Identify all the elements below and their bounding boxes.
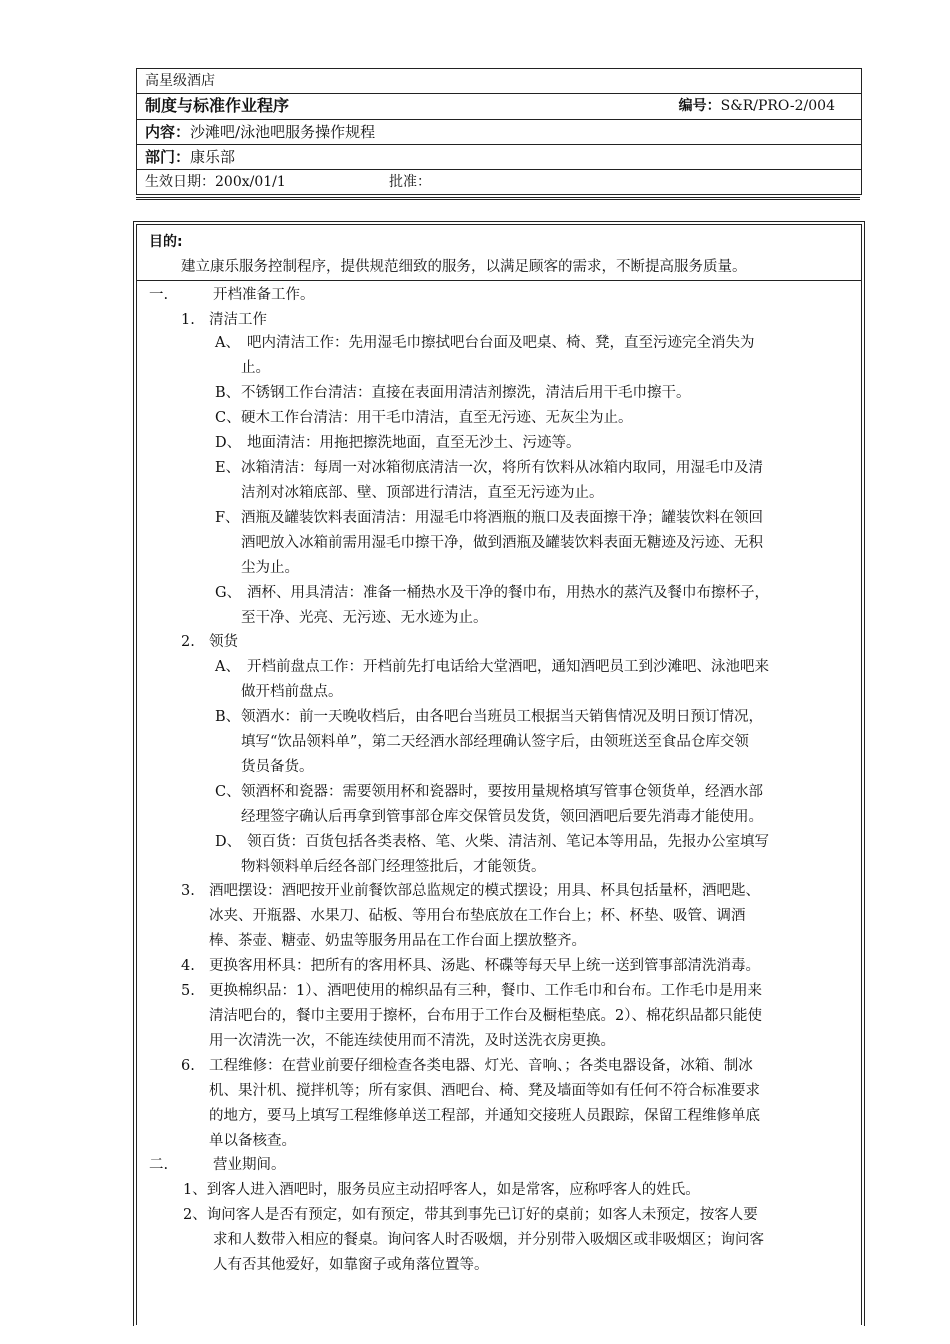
s3-l2: 冰夹、开瓶器、水果刀、砧板、等用台布垫底放在工作台上；杯、杯垫、吸管、调酒 <box>209 908 746 924</box>
section1-title: 开档准备工作。 <box>213 287 315 303</box>
s3-num: 3. <box>181 883 195 899</box>
s2-item-d-l2: 物料领料单后经各部门经理签批后，才能领货。 <box>241 859 546 875</box>
s2-item-d-key: D、 <box>215 834 242 850</box>
s1-item-e-l2: 洁剂对冰箱底部、壁、顶部进行清洁，直至无污迹为止。 <box>241 485 604 501</box>
s1-item-e: 冰箱清洁：每周一对冰箱彻底清洁一次，将所有饮料从冰箱内取同，用湿毛巾及清 <box>241 460 763 476</box>
s2-item-b-l3: 货员备货。 <box>241 759 314 775</box>
section2-num: 二. <box>149 1157 169 1173</box>
s2-item-a: 开档前盘点工作：开档前先打电话给大堂酒吧，通知酒吧员工到沙滩吧、泳池吧来 <box>247 659 769 675</box>
content-value: 沙滩吧/泳池吧服务操作规程 <box>190 123 376 141</box>
s2-item-c-key: C、 <box>215 784 241 800</box>
s1-item-c: 硬木工作台清洁：用干毛巾清洁，直至无污迹、无灰尘为止。 <box>241 410 633 426</box>
s1-item-e-key: E、 <box>215 460 241 476</box>
doc-type-title: 制度与标准作业程序 <box>145 96 290 115</box>
s6-num: 6. <box>181 1058 195 1074</box>
s2-item-b: 领酒水：前一天晚收档后，由各吧台当班员工根据当天销售情况及明日预订情况， <box>241 709 763 725</box>
section2-title: 营业期间。 <box>213 1157 286 1173</box>
s2-item-b-l2: 填写“饮品领料单”，第二天经酒水部经理确认签字后，由领班送至食品仓库交领 <box>241 734 749 750</box>
s5-num: 5. <box>181 983 195 999</box>
approval: 批准： <box>389 174 431 190</box>
s4-l1: 更换客用杯具：把所有的客用杯具、汤匙、杯碟等每天早上统一送到管事部清洗消毒。 <box>209 958 760 974</box>
s1-item-f-l2: 酒吧放入冰箱前需用湿毛巾擦干净，做到酒瓶及罐装饮料表面无糖迹及污迹、无积 <box>241 535 763 551</box>
s6-l4: 单以备核查。 <box>209 1133 296 1149</box>
s6-l1: 工程维修：在营业前要仔细检查各类电器、灯光、音响、；各类电器设备，冰箱、制冰 <box>209 1058 753 1074</box>
doc-type-row <box>137 94 861 120</box>
s3-l3: 棒、茶壶、糖壶、奶盅等服务用品在工作台面上摆放整齐。 <box>209 933 586 949</box>
main-content <box>136 224 862 1325</box>
effective-row <box>137 170 861 194</box>
s1-item-g-l2: 至干净、光亮、无污迹、无水迹为止。 <box>241 610 488 626</box>
s1-item-b: 不锈钢工作台清洁：直接在表面用清洁剂擦洗，清洁后用干毛巾擦干。 <box>241 385 691 401</box>
s1-num: 1. <box>181 312 195 328</box>
s5-l2: 清洁吧台的，餐巾主要用于擦杯，台布用于工作台及橱柜垫底。2）、棉花织品都只能使 <box>209 1008 762 1024</box>
hotel-row <box>137 69 861 94</box>
dept-row <box>137 145 861 170</box>
s1-item-d-key: D、 <box>215 435 242 451</box>
section1-num: 一. <box>149 287 169 303</box>
s1-item-f-key: F、 <box>215 510 240 526</box>
section2-p2-l3: 人有否其他爱好，如靠窗子或角落位置等。 <box>213 1257 489 1273</box>
s1-item-a: 吧内清洁工作：先用湿毛巾擦拭吧台台面及吧桌、椅、凳，直至污迹完全消失为 <box>247 335 755 351</box>
section2-p2-l2: 求和人数带入相应的餐桌。询问客人时否吸烟，并分别带入吸烟区或非吸烟区；询问客 <box>213 1232 764 1248</box>
s1-item-g-key: G、 <box>215 585 242 601</box>
dept-value: 康乐部 <box>190 148 236 166</box>
section2-p1: 1、到客人进入酒吧时，服务员应主动招呼客人，如是常客，应称呼客人的姓氏。 <box>183 1182 700 1198</box>
s6-l3: 的地方，要马上填写工程维修单送工程部，并通知交接班人员跟踪，保留工程维修单底 <box>209 1108 760 1124</box>
doc-code <box>679 94 835 118</box>
s4-num: 4. <box>181 958 195 974</box>
hotel-name: 高星级酒店 <box>145 73 215 89</box>
s1-item-c-key: C、 <box>215 410 241 426</box>
code-value: S&R/PRO-2/004 <box>720 98 835 114</box>
s1-item-a-l2: 止。 <box>241 360 270 376</box>
s5-l3: 用一次清洗一次，不能连续使用而不清洗，及时送洗衣房更换。 <box>209 1033 615 1049</box>
purpose-title: 目的: <box>149 234 183 250</box>
s3-l1: 酒吧摆设：酒吧按开业前餐饮部总监规定的模式摆设；用具、杯具包括量杯，酒吧匙、 <box>209 883 760 899</box>
s1-item-d: 地面清洁：用拖把擦洗地面，直至无沙土、污迹等。 <box>247 435 581 451</box>
purpose-divider <box>137 280 861 281</box>
s1-item-b-key: B、 <box>215 385 241 401</box>
content-label: 内容： <box>145 123 191 141</box>
s1-title: 清洁工作 <box>209 312 267 328</box>
header-divider <box>136 197 860 200</box>
dept-label: 部门： <box>145 148 191 166</box>
s6-l2: 机、果汁机、搅拌机等；所有家俱、酒吧台、椅、凳及墙面等如有任何不符合标准要求 <box>209 1083 760 1099</box>
s2-item-a-key: A、 <box>215 659 240 675</box>
s2-item-c: 领酒杯和瓷器：需要领用杯和瓷器时，要按用量规格填写管事仓领货单，经酒水部 <box>241 784 763 800</box>
s1-item-f-l3: 尘为止。 <box>241 560 299 576</box>
s2-item-a-l2: 做开档前盘点。 <box>241 684 343 700</box>
s2-num: 2. <box>181 634 195 650</box>
s1-item-a-key: A、 <box>215 335 240 351</box>
s2-title: 领货 <box>209 634 238 650</box>
content-row <box>137 120 861 145</box>
s2-item-b-key: B、 <box>215 709 241 725</box>
effective-date: 生效日期：200x/01/1 <box>145 174 286 190</box>
purpose-text: 建立康乐服务控制程序，提供规范细致的服务，以满足顾客的需求，不断提高服务质量。 <box>181 259 747 275</box>
s5-l1: 更换棉织品：1）、酒吧使用的棉织品有三种，餐巾、工作毛巾和台布。工作毛巾是用来 <box>209 983 762 999</box>
s2-item-c-l2: 经理签字确认后再拿到管事部仓库交保管员发货，领回酒吧后要先消毒才能使用。 <box>241 809 763 825</box>
s2-item-d: 领百货：百货包括各类表格、笔、火柴、清洁剂、笔记本等用品，先报办公室填写 <box>247 834 769 850</box>
code-label: 编号： <box>678 98 721 114</box>
document-header <box>136 68 862 195</box>
s1-item-f: 酒瓶及罐装饮料表面清洁：用湿毛巾将酒瓶的瓶口及表面擦干净；罐装饮料在领回 <box>241 510 763 526</box>
section2-p2-l1: 2、询问客人是否有预定，如有预定，带其到事先已订好的桌前；如客人未预定，按客人要 <box>183 1207 758 1223</box>
s1-item-g: 酒杯、用具清洁：准备一桶热水及干净的餐巾布，用热水的蒸汽及餐巾布擦杯子， <box>247 585 769 601</box>
